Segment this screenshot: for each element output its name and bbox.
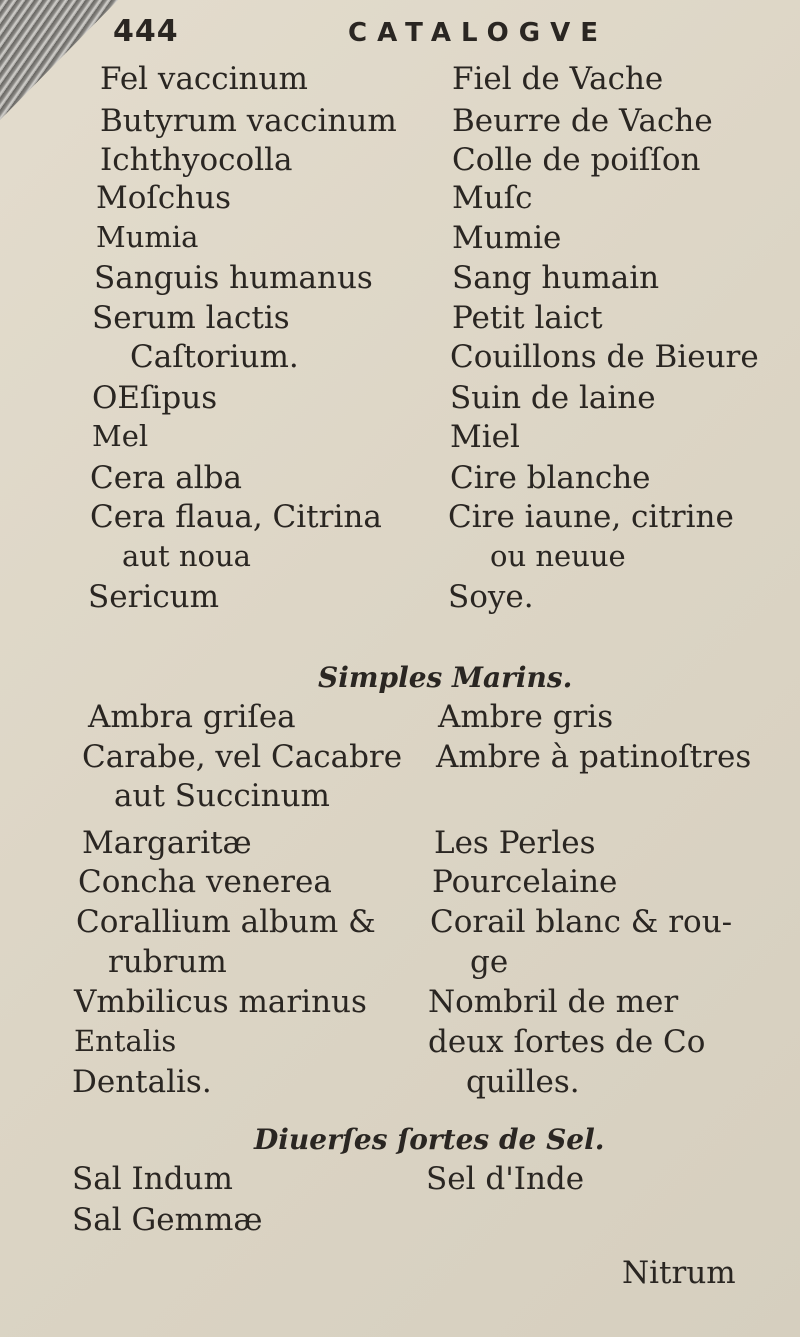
french-entry: Soye. bbox=[448, 579, 534, 615]
latin-entry: Entalis bbox=[74, 1024, 177, 1058]
french-entry: Nitrum bbox=[622, 1255, 736, 1291]
latin-entry: OEſipus bbox=[92, 380, 218, 416]
running-head: CATALOGVE bbox=[348, 18, 608, 48]
french-entry: Beurre de Vache bbox=[452, 103, 713, 139]
french-entry: quilles. bbox=[466, 1064, 580, 1100]
latin-entry: Serum lactis bbox=[92, 300, 290, 336]
latin-entry: Sal Gemmæ bbox=[72, 1202, 263, 1238]
latin-entry: Dentalis. bbox=[72, 1064, 212, 1100]
latin-entry: Mumia bbox=[96, 220, 199, 254]
latin-entry: Cera alba bbox=[90, 460, 242, 496]
french-entry: Mumie bbox=[452, 220, 562, 256]
page-header bbox=[0, 8, 800, 58]
latin-entry: aut noua bbox=[122, 539, 251, 573]
french-entry: Corail blanc & rou- bbox=[430, 904, 733, 940]
french-entry: ge bbox=[470, 944, 509, 980]
french-entry: Fiel de Vache bbox=[452, 61, 664, 97]
latin-entry: Ambra griſea bbox=[88, 699, 296, 735]
latin-entry: Mel bbox=[92, 419, 149, 453]
french-entry: Colle de poiſſon bbox=[452, 142, 701, 178]
latin-entry: Sal Indum bbox=[72, 1161, 233, 1197]
latin-entry: Ichthyocolla bbox=[100, 142, 293, 178]
latin-entry: Sanguis humanus bbox=[94, 260, 373, 296]
latin-entry: rubrum bbox=[108, 944, 227, 980]
french-entry: Ambre gris bbox=[438, 699, 614, 735]
latin-entry: Cera flaua, Citrina bbox=[90, 499, 382, 535]
french-entry: Petit laict bbox=[452, 300, 603, 336]
french-entry: Les Perles bbox=[434, 825, 596, 861]
latin-entry: Butyrum vaccinum bbox=[100, 103, 397, 139]
latin-entry: Margaritæ bbox=[82, 825, 252, 861]
french-entry: Nombril de mer bbox=[428, 984, 679, 1020]
latin-entry: Moſchus bbox=[96, 180, 232, 216]
french-entry: Couillons de Bieure bbox=[450, 339, 759, 375]
french-entry: Pourcelaine bbox=[432, 864, 618, 900]
latin-entry: Corallium album & bbox=[76, 904, 376, 940]
french-entry: Miel bbox=[450, 419, 520, 455]
french-entry: Cire blanche bbox=[450, 460, 651, 496]
french-entry: Sel d'Inde bbox=[426, 1161, 585, 1197]
latin-entry: Concha venerea bbox=[78, 864, 332, 900]
latin-entry: Carabe, vel Cacabre bbox=[82, 739, 403, 775]
section-heading: Diuerſes ſortes de Sel. bbox=[254, 1123, 605, 1156]
latin-entry: Fel vaccinum bbox=[100, 61, 308, 97]
page-number: 444 bbox=[113, 14, 179, 49]
french-entry: Cire iaune, citrine bbox=[448, 499, 734, 535]
french-entry: Suin de laine bbox=[450, 380, 656, 416]
latin-entry: Vmbilicus marinus bbox=[74, 984, 367, 1020]
french-entry: Ambre à patinoſtres bbox=[436, 739, 752, 775]
latin-entry: Caſtorium. bbox=[130, 339, 299, 375]
latin-entry: aut Succinum bbox=[114, 778, 330, 814]
french-entry: ou neuue bbox=[490, 539, 626, 573]
section-heading: Simples Marins. bbox=[318, 661, 573, 694]
french-entry: deux ſortes de Co bbox=[428, 1024, 706, 1060]
latin-entry: Sericum bbox=[88, 579, 220, 615]
french-entry: Muſc bbox=[452, 180, 533, 216]
french-entry: Sang humain bbox=[452, 260, 660, 296]
